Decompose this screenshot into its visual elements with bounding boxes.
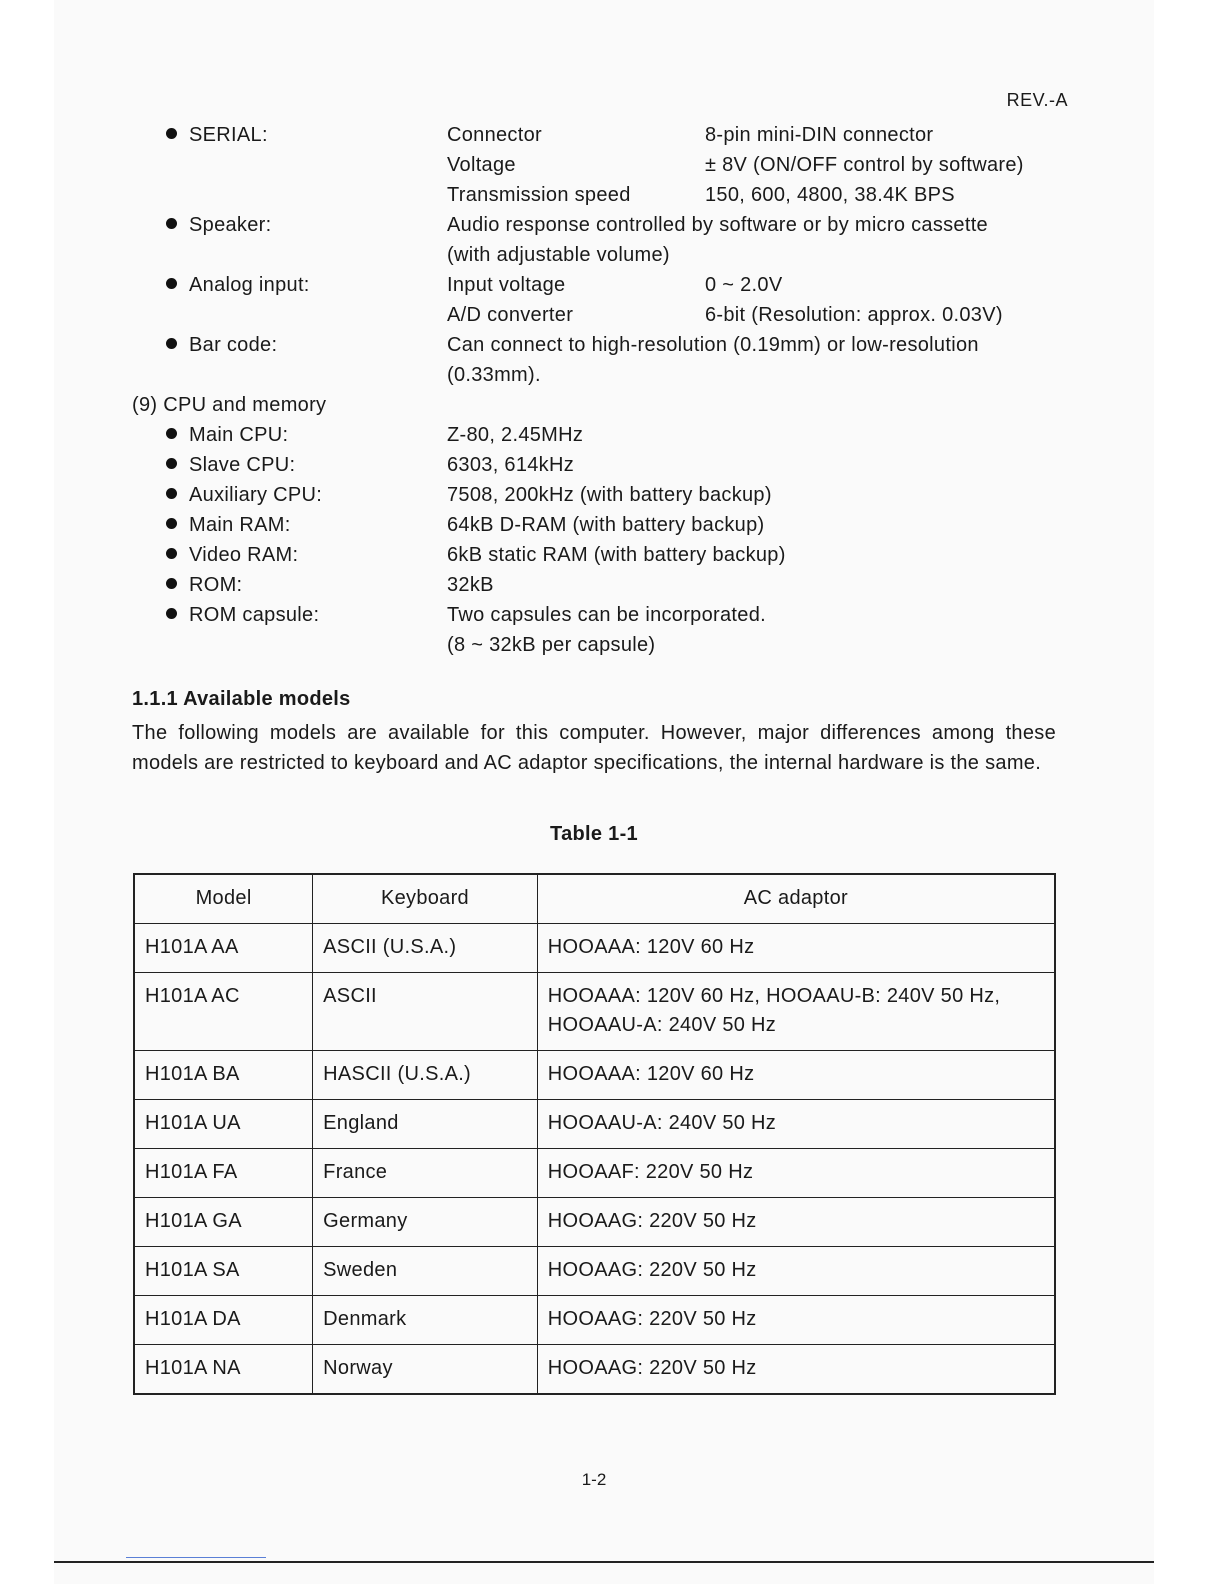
spec-row (132, 600, 1092, 630)
model-cell: H101A GA (134, 1198, 313, 1247)
spec-value: 6kB static RAM (with battery backup) (447, 544, 786, 566)
ac-adaptor-line: HOOAAG: 220V 50 Hz (547, 1210, 757, 1232)
column-header-ac-adaptor: AC adaptor (537, 874, 1055, 924)
section-heading: 1.1.1 Available models (132, 688, 351, 710)
keyboard-cell: France (313, 1149, 538, 1198)
spec-value: (with adjustable volume) (447, 244, 670, 266)
table-row (134, 1051, 1055, 1100)
document-page (54, 0, 1154, 1584)
spec-label: SERIAL: (189, 124, 268, 146)
models-table (133, 873, 1056, 1395)
ac-adaptor-line: HOOAAU-A: 240V 50 Hz (547, 1112, 777, 1134)
bullet-icon (166, 480, 177, 510)
spec-value: 6303, 614kHz (447, 454, 575, 476)
spec-label: Main CPU: (189, 424, 289, 446)
bullet-icon (166, 120, 177, 150)
spec-value: 8-pin mini-DIN connector (705, 124, 934, 146)
spec-row (132, 360, 1092, 390)
spec-value: (0.33mm). (447, 364, 541, 386)
models-table-body (134, 924, 1055, 1395)
spec-row (132, 390, 1092, 420)
ac-adaptor-line: HOOAAG: 220V 50 Hz (547, 1259, 757, 1281)
spec-value: Two capsules can be incorporated. (447, 604, 766, 626)
ac-adaptor-cell (537, 1100, 1055, 1149)
spec-item: Input voltage (447, 274, 566, 296)
spec-value: Can connect to high-resolution (0.19mm) or low-resolution (447, 334, 979, 356)
ac-adaptor-line: HOOAAU-A: 240V 50 Hz (547, 1014, 777, 1036)
spec-label: Speaker: (189, 214, 272, 236)
bullet-icon (166, 510, 177, 540)
spec-label: Slave CPU: (189, 454, 296, 476)
column-header-keyboard: Keyboard (313, 874, 538, 924)
bullet-icon (166, 270, 177, 300)
spec-row (132, 510, 1092, 540)
spec-row (132, 570, 1092, 600)
ac-adaptor-cell (537, 1198, 1055, 1247)
ac-adaptor-cell (537, 1051, 1055, 1100)
spec-item: Transmission speed (447, 184, 631, 206)
model-cell: H101A FA (134, 1149, 313, 1198)
spec-row (132, 630, 1092, 660)
spec-row (132, 480, 1092, 510)
column-header-model: Model (134, 874, 313, 924)
spec-item: Voltage (447, 154, 516, 176)
model-cell: H101A DA (134, 1296, 313, 1345)
spec-label: Analog input: (189, 274, 310, 296)
table-row (134, 1247, 1055, 1296)
ac-adaptor-line: HOOAAA: 120V 60 Hz (547, 1063, 755, 1085)
table-header-row (134, 874, 1055, 924)
model-cell: H101A AA (134, 924, 313, 973)
spec-item: Connector (447, 124, 542, 146)
model-cell: H101A NA (134, 1345, 313, 1395)
table-row (134, 973, 1055, 1051)
ac-adaptor-cell (537, 1247, 1055, 1296)
spec-row (132, 150, 1092, 180)
spec-label: Bar code: (189, 334, 278, 356)
ac-adaptor-line: HOOAAA: 120V 60 Hz, HOOAAU-B: 240V 50 Hz, (547, 985, 1001, 1007)
keyboard-cell: Germany (313, 1198, 538, 1247)
ac-adaptor-cell (537, 973, 1055, 1051)
spec-item: A/D converter (447, 304, 574, 326)
spec-label: ROM capsule: (189, 604, 320, 626)
spec-row (132, 120, 1092, 150)
keyboard-cell: Denmark (313, 1296, 538, 1345)
ac-adaptor-cell (537, 1296, 1055, 1345)
model-cell: H101A BA (134, 1051, 313, 1100)
revision-label: REV.-A (1006, 90, 1068, 110)
spec-value: 0 ~ 2.0V (705, 274, 783, 296)
spec-value: 32kB (447, 574, 494, 596)
bullet-icon (166, 450, 177, 480)
table-row (134, 1198, 1055, 1247)
table-row (134, 924, 1055, 973)
bullet-icon (166, 600, 177, 630)
keyboard-cell: ASCII (313, 973, 538, 1051)
spec-label: Main RAM: (189, 514, 291, 536)
bullet-icon (166, 540, 177, 570)
spec-value: 6-bit (Resolution: approx. 0.03V) (705, 304, 1003, 326)
spec-label: Video RAM: (189, 544, 299, 566)
keyboard-cell: England (313, 1100, 538, 1149)
keyboard-cell: HASCII (U.S.A.) (313, 1051, 538, 1100)
keyboard-cell: ASCII (U.S.A.) (313, 924, 538, 973)
spec-row (132, 180, 1092, 210)
spec-row (132, 330, 1092, 360)
spec-label: ROM: (189, 574, 243, 596)
bullet-icon (166, 570, 177, 600)
spec-label: Auxiliary CPU: (189, 484, 323, 506)
model-cell: H101A SA (134, 1247, 313, 1296)
ac-adaptor-cell (537, 1345, 1055, 1395)
ac-adaptor-line: HOOAAF: 220V 50 Hz (547, 1161, 754, 1183)
spec-row (132, 450, 1092, 480)
spec-value: 7508, 200kHz (with battery backup) (447, 484, 772, 506)
bullet-icon (166, 210, 177, 240)
keyboard-cell: Norway (313, 1345, 538, 1395)
table-caption: Table 1-1 (550, 823, 638, 845)
spec-row (132, 540, 1092, 570)
model-cell: H101A AC (134, 973, 313, 1051)
table-row (134, 1100, 1055, 1149)
ac-adaptor-line: HOOAAG: 220V 50 Hz (547, 1357, 757, 1379)
spec-value: 150, 600, 4800, 38.4K BPS (705, 184, 955, 206)
section-paragraph: The following models are available for this computer. However, major differences among these models are restricted to keyboard and AC adaptor specifications, the internal hardware is the same. (132, 722, 1056, 774)
ac-adaptor-cell (537, 924, 1055, 973)
page-number: 1-2 (581, 1470, 607, 1489)
ac-adaptor-line: HOOAAG: 220V 50 Hz (547, 1308, 757, 1330)
model-cell: H101A UA (134, 1100, 313, 1149)
spec-row (132, 270, 1092, 300)
bullet-icon (166, 420, 177, 450)
section-label: (9) CPU and memory (132, 394, 327, 416)
table-row (134, 1296, 1055, 1345)
footer-accent-line (126, 1557, 266, 1558)
spec-row (132, 420, 1092, 450)
ac-adaptor-cell (537, 1149, 1055, 1198)
spec-row (132, 300, 1092, 330)
spec-list (132, 120, 1092, 660)
spec-value: (8 ~ 32kB per capsule) (447, 634, 656, 656)
footer-rule (54, 1561, 1154, 1563)
table-row (134, 1149, 1055, 1198)
ac-adaptor-line: HOOAAA: 120V 60 Hz (547, 936, 755, 958)
spec-value: Z-80, 2.45MHz (447, 424, 584, 446)
spec-row (132, 240, 1092, 270)
spec-value: 64kB D-RAM (with battery backup) (447, 514, 765, 536)
keyboard-cell: Sweden (313, 1247, 538, 1296)
table-row (134, 1345, 1055, 1395)
bullet-icon (166, 330, 177, 360)
spec-value: Audio response controlled by software or by micro cassette (447, 214, 988, 236)
spec-row (132, 210, 1092, 240)
spec-value: ± 8V (ON/OFF control by software) (705, 154, 1024, 176)
